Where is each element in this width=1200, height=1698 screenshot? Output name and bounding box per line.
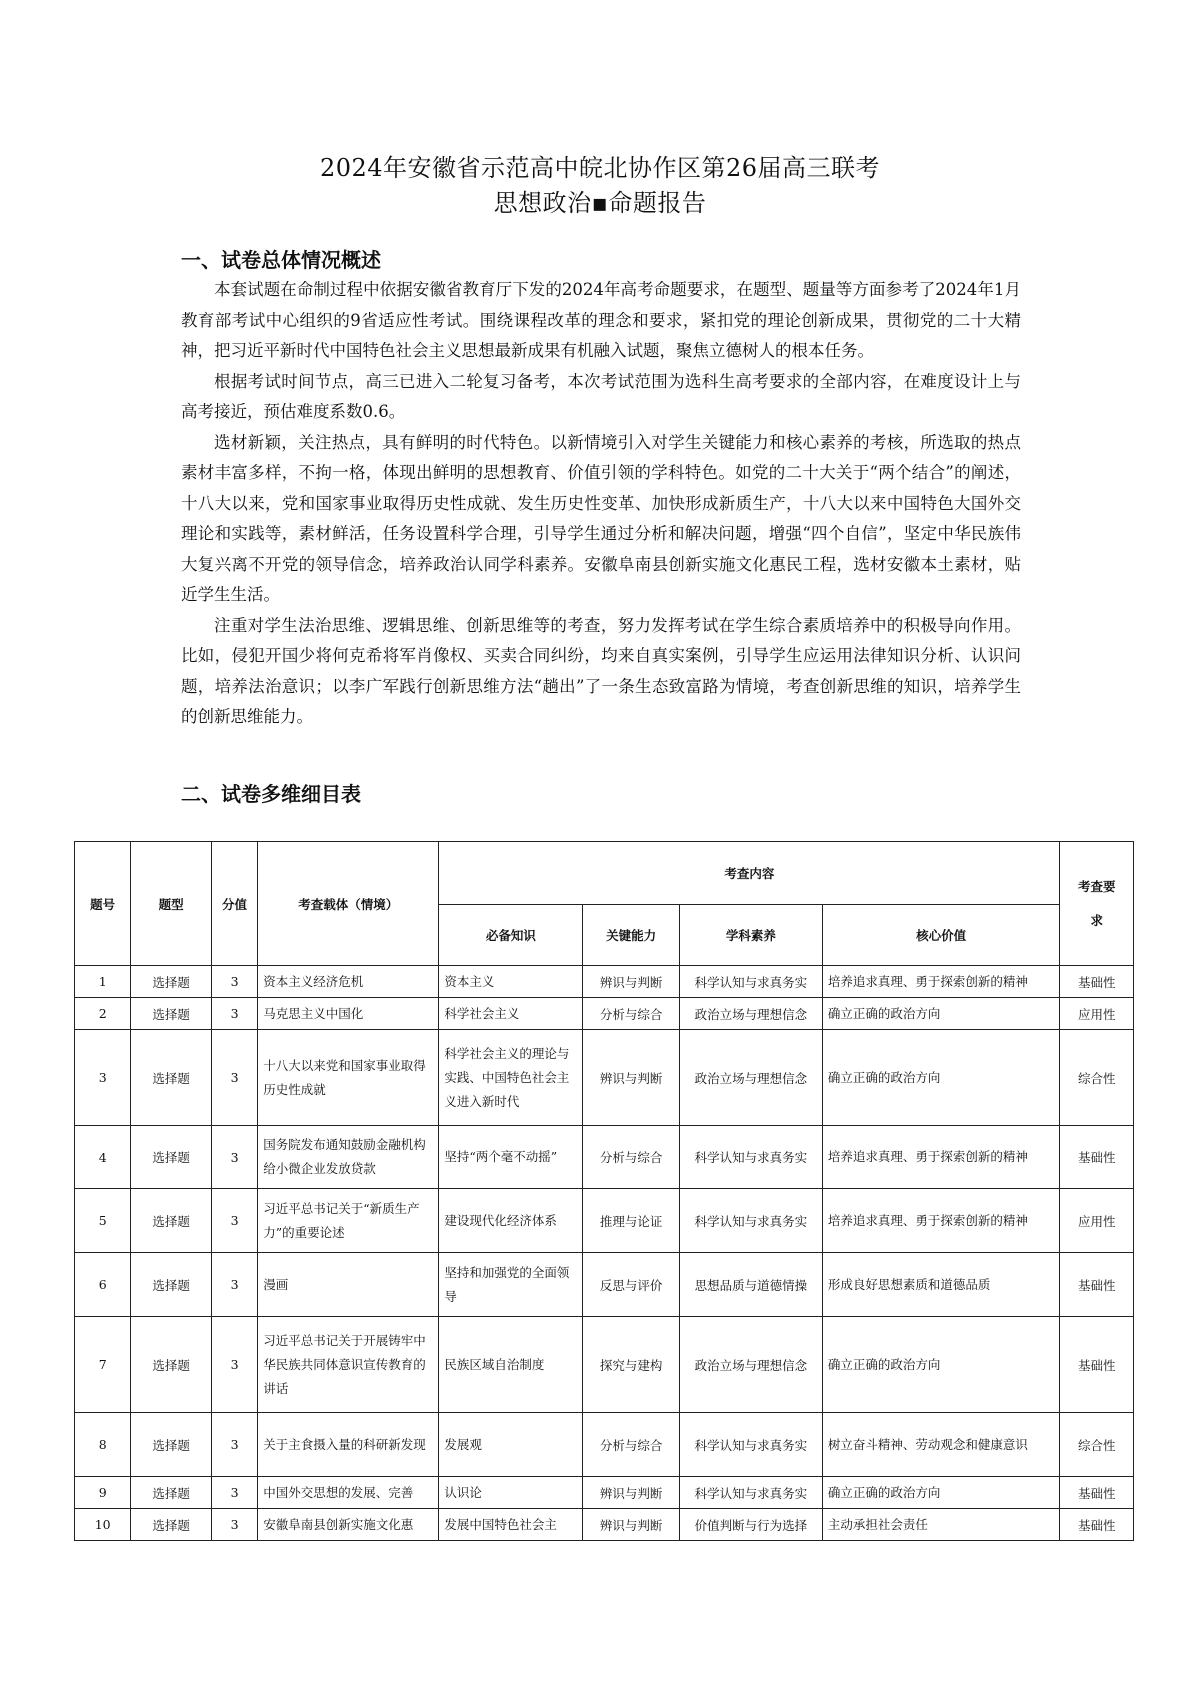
- col-header-value: 核心价值: [822, 905, 1060, 966]
- cell-requirement: 基础性: [1060, 1477, 1134, 1509]
- cell-no: 3: [75, 1030, 131, 1126]
- col-header-score: 分值: [211, 842, 257, 966]
- report-title: 2024年安徽省示范高中皖北协作区第26届高三联考: [319, 154, 881, 182]
- overview-text: [181, 275, 1021, 733]
- col-header-ability: 关键能力: [583, 905, 680, 966]
- cell-literacy: 科学认知与求真务实: [679, 1413, 822, 1477]
- table-row: [75, 1509, 1134, 1541]
- cell-carrier: 十八大以来党和国家事业取得历史性成就: [258, 1030, 439, 1126]
- cell-ability: 反思与评价: [583, 1253, 680, 1317]
- cell-carrier: 习近平总书记关于开展铸牢中华民族共同体意识宣传教育的讲话: [258, 1317, 439, 1413]
- table-row: [75, 1413, 1134, 1477]
- table-row: [75, 998, 1134, 1030]
- cell-score: 3: [211, 1030, 257, 1126]
- paragraph: 选材新颖，关注热点，具有鲜明的时代特色。以新情境引入对学生关键能力和核心素养的考核，所选取的热点素材丰富多样，不拘一格，体现出鲜明的思想教育、价值引领的学科特色。如党的二十大关于“两个结合”的阐述，十八大以来，党和国家事业取得历史性成就、发生历史性变革、加快形成新质生产，十八大以来中国特色大国外交理论和实践等，素材鲜活，任务设置科学合理，引导学生通过分析和解决问题，增强“四个自信”，坚定中华民族伟大复兴离不开党的领导信念，培养政治认同学科素养。安徽阜南县创新实施文化惠民工程，选材安徽本土素材，贴近学生生活。: [181, 432, 1021, 604]
- table-row: [75, 1477, 1134, 1509]
- cell-ability: 分析与综合: [583, 998, 680, 1030]
- cell-literacy: 价值判断与行为选择: [679, 1509, 822, 1541]
- cell-literacy: 政治立场与理想信念: [679, 1317, 822, 1413]
- section-heading-overview: 一、试卷总体情况概述: [181, 248, 381, 272]
- section-heading-table: 二、试卷多维细目表: [181, 782, 361, 806]
- cell-literacy: 科学认知与求真务实: [679, 1477, 822, 1509]
- cell-carrier: 资本主义经济危机: [258, 966, 439, 998]
- cell-type: 选择题: [131, 966, 212, 998]
- cell-knowledge: 民族区域自治制度: [439, 1317, 583, 1413]
- cell-value: 形成良好思想素质和道德品质: [822, 1253, 1060, 1317]
- cell-type: 选择题: [131, 1126, 212, 1189]
- cell-score: 3: [211, 966, 257, 998]
- cell-type: 选择题: [131, 1477, 212, 1509]
- cell-literacy: 政治立场与理想信念: [679, 1030, 822, 1126]
- cell-type: 选择题: [131, 998, 212, 1030]
- cell-knowledge: 发展中国特色社会主: [439, 1509, 583, 1541]
- cell-no: 9: [75, 1477, 131, 1509]
- cell-value: 培养追求真理、勇于探索创新的精神: [822, 966, 1060, 998]
- cell-ability: 探究与建构: [583, 1317, 680, 1413]
- cell-value: 确立正确的政治方向: [822, 1317, 1060, 1413]
- cell-value: 确立正确的政治方向: [822, 998, 1060, 1030]
- cell-carrier: 中国外交思想的发展、完善: [258, 1477, 439, 1509]
- cell-requirement: 应用性: [1060, 1189, 1134, 1253]
- cell-literacy: 政治立场与理想信念: [679, 998, 822, 1030]
- cell-ability: 推理与论证: [583, 1189, 680, 1253]
- cell-requirement: 综合性: [1060, 1030, 1134, 1126]
- col-header-requirement: 考查要 求: [1060, 842, 1134, 966]
- cell-type: 选择题: [131, 1253, 212, 1317]
- cell-type: 选择题: [131, 1413, 212, 1477]
- cell-requirement: 基础性: [1060, 1253, 1134, 1317]
- cell-ability: 辨识与判断: [583, 1509, 680, 1541]
- cell-score: 3: [211, 1317, 257, 1413]
- cell-no: 6: [75, 1253, 131, 1317]
- cell-literacy: 科学认知与求真务实: [679, 966, 822, 998]
- cell-value: 主动承担社会责任: [822, 1509, 1060, 1541]
- cell-no: 7: [75, 1317, 131, 1413]
- table-header-row: [75, 842, 1134, 905]
- cell-knowledge: 科学社会主义: [439, 998, 583, 1030]
- cell-value: 确立正确的政治方向: [822, 1030, 1060, 1126]
- col-header-no: 题号: [75, 842, 131, 966]
- col-header-carrier: 考查载体（情境）: [258, 842, 439, 966]
- cell-knowledge: 建设现代化经济体系: [439, 1189, 583, 1253]
- cell-carrier: 马克思主义中国化: [258, 998, 439, 1030]
- cell-requirement: 综合性: [1060, 1413, 1134, 1477]
- cell-ability: 分析与综合: [583, 1126, 680, 1189]
- cell-score: 3: [211, 1413, 257, 1477]
- table-row: [75, 1317, 1134, 1413]
- col-header-knowledge: 必备知识: [439, 905, 583, 966]
- cell-type: 选择题: [131, 1509, 212, 1541]
- col-header-content: 考查内容: [439, 842, 1060, 905]
- cell-carrier: 漫画: [258, 1253, 439, 1317]
- cell-score: 3: [211, 1126, 257, 1189]
- cell-ability: 分析与综合: [583, 1413, 680, 1477]
- table-row: [75, 966, 1134, 998]
- cell-knowledge: 认识论: [439, 1477, 583, 1509]
- cell-knowledge: 发展观: [439, 1413, 583, 1477]
- cell-carrier: 关于主食摄入量的科研新发现: [258, 1413, 439, 1477]
- cell-value: 培养追求真理、勇于探索创新的精神: [822, 1126, 1060, 1189]
- cell-value: 确立正确的政治方向: [822, 1477, 1060, 1509]
- table-row: [75, 1189, 1134, 1253]
- cell-no: 4: [75, 1126, 131, 1189]
- cell-score: 3: [211, 1477, 257, 1509]
- report-subtitle: 思想政治▪命题报告: [493, 189, 707, 217]
- cell-literacy: 思想品质与道德情操: [679, 1253, 822, 1317]
- cell-no: 2: [75, 998, 131, 1030]
- cell-score: 3: [211, 1189, 257, 1253]
- paragraph: 注重对学生法治思维、逻辑思维、创新思维等的考查，努力发挥考试在学生综合素质培养中的积极导向作用。比如，侵犯开国少将何克希将军肖像权、买卖合同纠纷，均来自真实案例，引导学生应运用法律知识分析、认识问题，培养法治意识；以李广军践行创新思维方法“趟出”了一条生态致富路为情境，考查创新思维的知识，培养学生的创新思维能力。: [181, 615, 1021, 726]
- table-row: [75, 1126, 1134, 1189]
- cell-ability: 辨识与判断: [583, 966, 680, 998]
- cell-knowledge: 坚持和加强党的全面领导: [439, 1253, 583, 1317]
- cell-no: 8: [75, 1413, 131, 1477]
- cell-no: 10: [75, 1509, 131, 1541]
- cell-score: 3: [211, 998, 257, 1030]
- cell-requirement: 应用性: [1060, 998, 1134, 1030]
- specification-table: [74, 841, 1134, 1541]
- paragraph: 本套试题在命制过程中依据安徽省教育厅下发的2024年高考命题要求，在题型、题量等方面参考了2024年1月教育部考试中心组织的9省适应性考试。围绕课程改革的理念和要求，紧扣党的理论创新成果，贯彻党的二十大精神，把习近平新时代中国特色社会主义思想最新成果有机融入试题，聚焦立德树人的根本任务。: [181, 280, 1021, 360]
- cell-knowledge: 科学社会主义的理论与实践、中国特色社会主义进入新时代: [439, 1030, 583, 1126]
- cell-knowledge: 资本主义: [439, 966, 583, 998]
- cell-literacy: 科学认知与求真务实: [679, 1126, 822, 1189]
- cell-requirement: 基础性: [1060, 966, 1134, 998]
- cell-knowledge: 坚持“两个毫不动摇”: [439, 1126, 583, 1189]
- col-header-literacy: 学科素养: [679, 905, 822, 966]
- col-header-type: 题型: [131, 842, 212, 966]
- cell-value: 培养追求真理、勇于探索创新的精神: [822, 1189, 1060, 1253]
- cell-no: 5: [75, 1189, 131, 1253]
- cell-value: 树立奋斗精神、劳动观念和健康意识: [822, 1413, 1060, 1477]
- cell-carrier: 安徽阜南县创新实施文化惠: [258, 1509, 439, 1541]
- table-row: [75, 1030, 1134, 1126]
- cell-score: 3: [211, 1509, 257, 1541]
- cell-score: 3: [211, 1253, 257, 1317]
- cell-type: 选择题: [131, 1189, 212, 1253]
- cell-requirement: 基础性: [1060, 1509, 1134, 1541]
- paragraph: 根据考试时间节点，高三已进入二轮复习备考，本次考试范围为选科生高考要求的全部内容，在难度设计上与高考接近，预估难度系数0.6。: [181, 371, 1021, 421]
- cell-requirement: 基础性: [1060, 1126, 1134, 1189]
- cell-carrier: 国务院发布通知鼓励金融机构给小微企业发放贷款: [258, 1126, 439, 1189]
- cell-carrier: 习近平总书记关于“新质生产力”的重要论述: [258, 1189, 439, 1253]
- table-row: [75, 1253, 1134, 1317]
- cell-type: 选择题: [131, 1317, 212, 1413]
- cell-no: 1: [75, 966, 131, 998]
- cell-ability: 辨识与判断: [583, 1477, 680, 1509]
- cell-type: 选择题: [131, 1030, 212, 1126]
- cell-ability: 辨识与判断: [583, 1030, 680, 1126]
- cell-requirement: 基础性: [1060, 1317, 1134, 1413]
- cell-literacy: 科学认知与求真务实: [679, 1189, 822, 1253]
